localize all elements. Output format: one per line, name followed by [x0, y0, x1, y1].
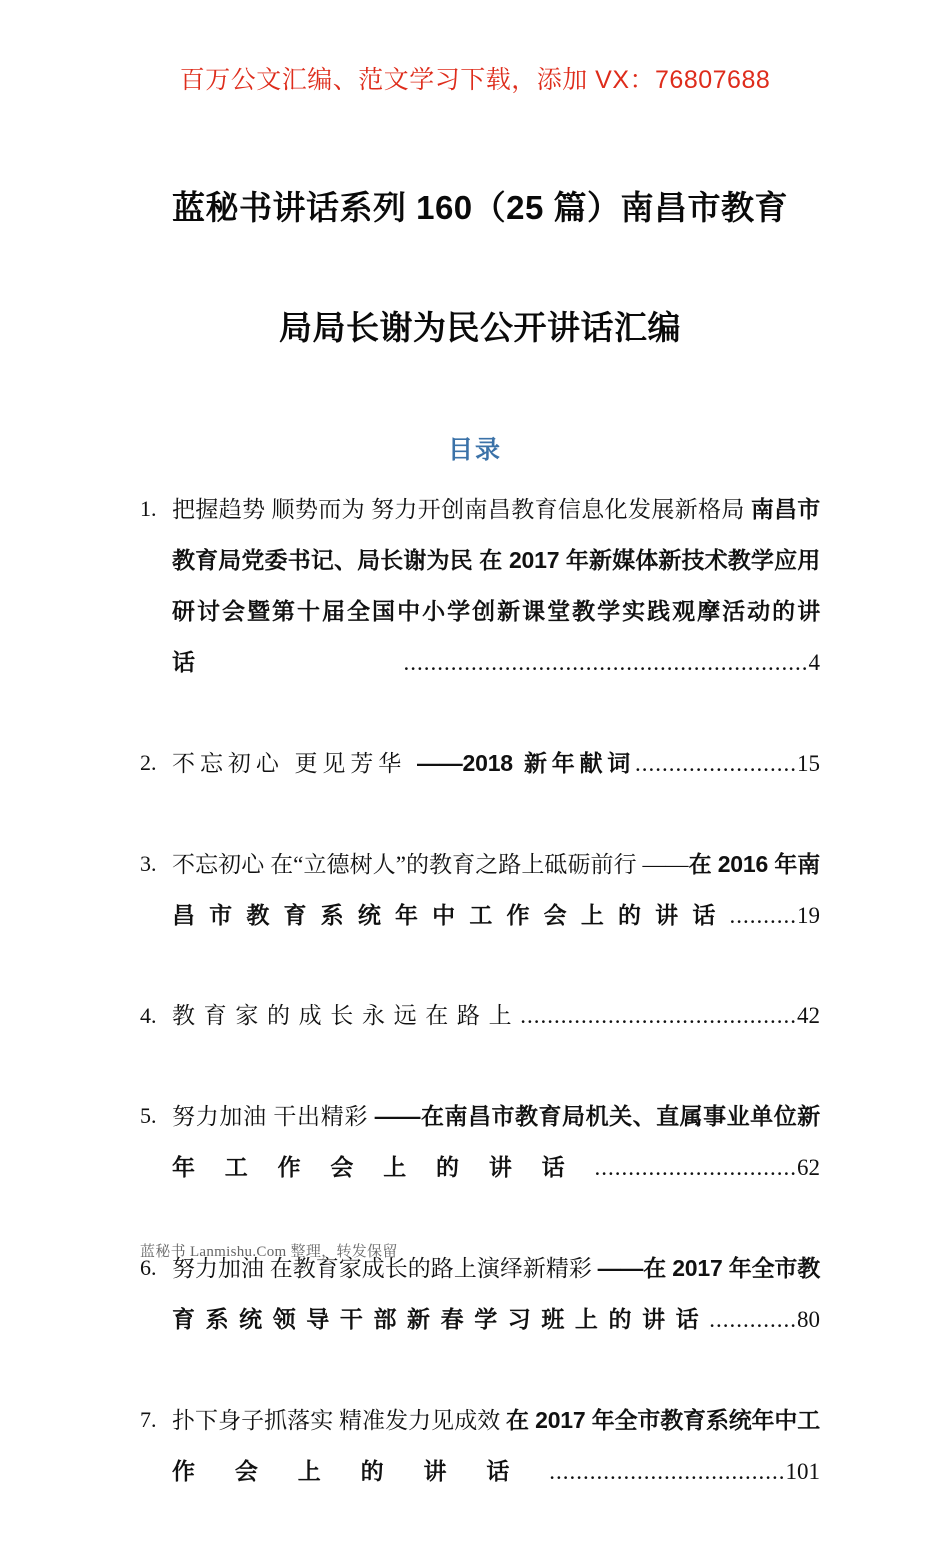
toc-page-number[interactable]: 4	[808, 650, 820, 675]
toc-dot-leader: ............................................................	[403, 650, 809, 675]
toc-entry-title-serif: 努力加油 在教育家成长的路上演绎新精彩	[172, 1256, 598, 1281]
toc-entry-body	[172, 1091, 820, 1243]
toc-page-number[interactable]: 101	[785, 1459, 820, 1484]
toc-entry-title-sans: ——2018 新年献词	[416, 750, 636, 776]
toc-dot-leader: ...................................	[549, 1459, 786, 1484]
toc-entry-title-sans: ——在南昌市教育局机关、直属事业单位新年工作会上的讲话	[172, 1103, 821, 1180]
toc-entry[interactable]	[140, 738, 820, 839]
toc-entry-title-sans: 南昌市教育局党委书记、局长谢为民 在 2017 年新媒体新技术教学应用研讨会暨第十届全国中小学创新课堂教学实践观摩活动的讲话	[172, 496, 821, 675]
toc-entry-number: 3.	[140, 851, 157, 876]
toc-dot-leader: .............	[709, 1307, 797, 1332]
toc-entry[interactable]	[140, 991, 820, 1091]
toc-entry-title-serif: 把握趋势 顺势而为 努力开创南昌教育信息化发展新格局	[172, 497, 751, 522]
table-of-contents	[140, 484, 820, 1547]
footer-attribution: 蓝秘书 Lanmishu.Com 整理，转发保留	[140, 1244, 398, 1260]
toc-entry-title-sans: ——在 2017 年全市教育系统领导干部新春学习班上的讲话	[172, 1255, 820, 1332]
toc-entry-title-serif: 努力加油 干出精彩	[172, 1104, 375, 1129]
toc-dot-leader: .........................................	[520, 1003, 797, 1028]
toc-page-number[interactable]: 62	[797, 1155, 820, 1180]
toc-entry-title-serif: 不忘初心 在“立德树人”的教育之路上砥砺前行 ——	[172, 852, 689, 877]
toc-entry-number: 5.	[140, 1103, 157, 1128]
promo-banner: 百万公文汇编、范文学习下载，添加 VX：76807688	[179, 66, 771, 94]
toc-entry-body	[172, 1243, 820, 1395]
toc-dot-leader: ..........	[729, 903, 797, 928]
toc-entry-body	[172, 991, 820, 1091]
toc-entry-body	[172, 839, 820, 991]
toc-entry[interactable]	[140, 1395, 820, 1547]
toc-entry-title-serif: 教育家的成长永远在路上	[172, 1003, 521, 1028]
toc-entry[interactable]	[140, 1243, 820, 1395]
toc-entry-number: 4.	[140, 1003, 157, 1028]
page-title	[140, 148, 820, 388]
toc-entry-title-sans: 在 2017 年全市教育系统年中工作会上的讲话	[172, 1407, 821, 1484]
page-title-line-1: 蓝秘书讲话系列 160（25 篇）南昌市教育	[171, 189, 789, 226]
toc-entry-body	[172, 1395, 820, 1547]
toc-entry-title-sans: 在 2016 年南昌市教育系统年中工作会上的讲话	[172, 851, 820, 928]
toc-entry[interactable]	[140, 1091, 820, 1243]
toc-entry-body	[172, 738, 820, 839]
toc-entry-number: 7.	[140, 1407, 157, 1432]
toc-entry-title-serif: 扑下身子抓落实 精准发力见成效	[172, 1408, 507, 1433]
toc-dot-leader: ..............................	[594, 1155, 797, 1180]
toc-page-number[interactable]: 15	[797, 751, 821, 776]
toc-entry-title-serif: 不忘初心 更见芳华	[172, 751, 417, 776]
toc-entry-number: 2.	[140, 750, 157, 775]
toc-entry-body	[172, 484, 820, 738]
page-title-line-2: 局局长谢为民公开讲话汇编	[279, 309, 681, 346]
toc-page-number[interactable]: 19	[797, 903, 820, 928]
toc-entry-number: 6.	[140, 1255, 157, 1280]
toc-entry[interactable]	[140, 839, 820, 991]
toc-heading: 目录	[447, 436, 502, 464]
toc-entry-number: 1.	[140, 496, 157, 521]
toc-entry[interactable]	[140, 484, 820, 738]
toc-page-number[interactable]: 42	[797, 1003, 820, 1028]
toc-dot-leader: ........................	[635, 751, 798, 776]
toc-page-number[interactable]: 80	[797, 1307, 820, 1332]
